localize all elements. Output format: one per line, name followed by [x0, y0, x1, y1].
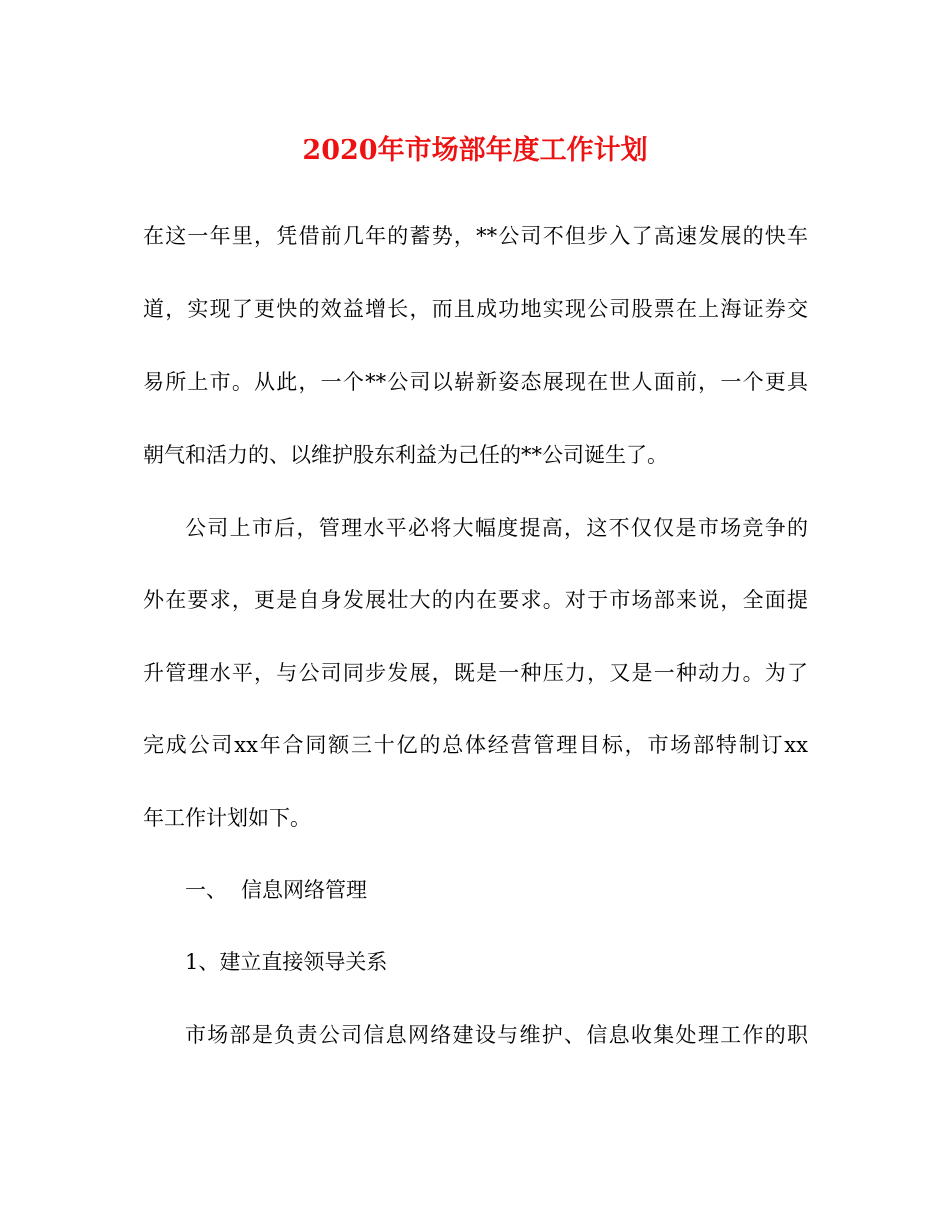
paragraph-line: 年工作计划如下。: [143, 806, 311, 830]
paragraph-line: 升管理水平，与公司同步发展，既是一种压力，又是一种动力。为了: [143, 661, 808, 685]
subsection-heading: 1、建立直接领导关系: [185, 950, 388, 974]
paragraph-line: 朝气和活力的、以维护股东利益为己任的**公司诞生了。: [143, 443, 668, 467]
section-title: 信息网络管理: [241, 878, 367, 902]
paragraph-line: 市场部是负责公司信息网络建设与维护、信息收集处理工作的职: [185, 1023, 808, 1047]
paragraph-line: 公司上市后，管理水平必将大幅度提高，这不仅仅是市场竞争的: [185, 516, 808, 540]
document-title: 2020年市场部年度工作计划: [302, 135, 648, 166]
paragraph-line: 道，实现了更快的效益增长，而且成功地实现公司股票在上海证券交: [143, 297, 808, 321]
section-heading: [185, 874, 808, 906]
section-number: 一、: [185, 878, 227, 902]
paragraph-line: 完成公司xx年合同额三十亿的总体经营管理目标，市场部特制订xx: [143, 733, 808, 757]
paragraph-line: 在这一年里，凭借前几年的蓄势，**公司不但步入了高速发展的快车: [143, 224, 808, 248]
paragraph-line: 易所上市。从此，一个**公司以崭新姿态展现在世人面前，一个更具: [143, 370, 808, 394]
paragraph-line: 外在要求，更是自身发展壮大的内在要求。对于市场部来说，全面提: [143, 588, 808, 612]
